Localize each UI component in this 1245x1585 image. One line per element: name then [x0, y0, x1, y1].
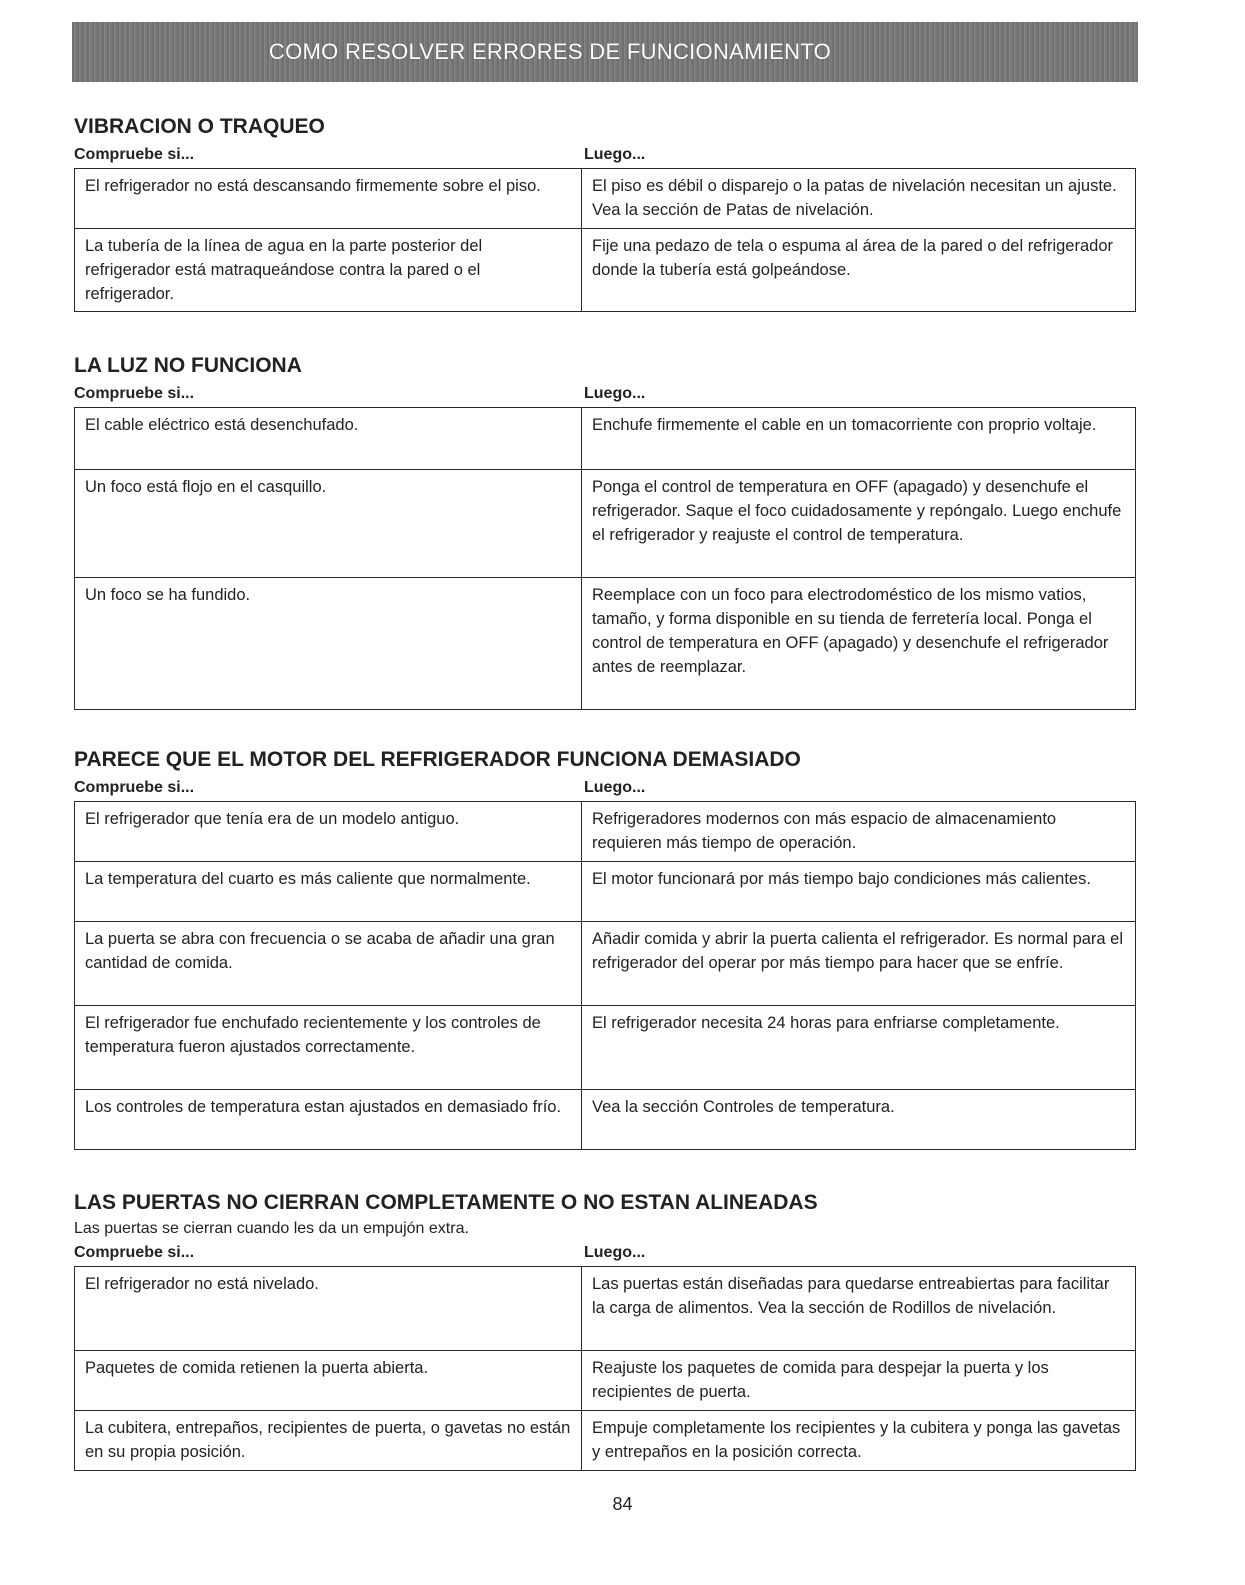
- troubleshoot-table: [74, 801, 1136, 1150]
- section-luz: [74, 351, 1136, 710]
- cell-then: Vea la sección Controles de temperatura.: [582, 1090, 1136, 1150]
- cell-check: El refrigerador fue enchufado recientemente y los controles de temperatura fueron ajustados correctamente.: [75, 1006, 582, 1090]
- cell-check: El refrigerador que tenía era de un modelo antiguo.: [75, 802, 582, 862]
- troubleshoot-table: [74, 407, 1136, 710]
- section-title: LAS PUERTAS NO CIERRAN COMPLETAMENTE O NO ESTAN ALINEADAS: [74, 1191, 818, 1214]
- section-motor: [74, 745, 1136, 1150]
- column-headers: [74, 1240, 1136, 1266]
- section-vibracion: [74, 112, 1136, 312]
- cell-then: Ponga el control de temperatura en OFF (apagado) y desenchufe el refrigerador. Saque el foco cuidadosamente y repóngalo. Luego enchufe el refrigerador y reajuste el control de temperatura.: [582, 470, 1136, 578]
- cell-check: El refrigerador no está descansando firmemente sobre el piso.: [75, 169, 582, 229]
- cell-check: Un foco está flojo en el casquillo.: [75, 470, 582, 578]
- column-headers: [74, 775, 1136, 801]
- column-headers: [74, 142, 1136, 168]
- table-row: [75, 578, 1136, 710]
- cell-then: El piso es débil o disparejo o la patas de nivelación necesitan un ajuste. Vea la sección de Patas de nivelación.: [582, 169, 1136, 229]
- table-row: [75, 408, 1136, 470]
- cell-then: Las puertas están diseñadas para quedarse entreabiertas para facilitar la carga de alimentos. Vea la sección de Rodillos de nivelación.: [582, 1267, 1136, 1351]
- column-header-then: Luego...: [584, 146, 646, 163]
- cell-then: Reemplace con un foco para electrodoméstico de los mismo vatios, tamaño, y forma disponible en su tienda de ferretería local. Ponga el control de temperatura en OFF (apagado) y desenchufe el refrigerador antes de reemplazar.: [582, 578, 1136, 710]
- cell-then: El refrigerador necesita 24 horas para enfriarse completamente.: [582, 1006, 1136, 1090]
- cell-check: Los controles de temperatura estan ajustados en demasiado frío.: [75, 1090, 582, 1150]
- cell-check: La puerta se abra con frecuencia o se acaba de añadir una gran cantidad de comida.: [75, 922, 582, 1006]
- cell-then: Enchufe firmemente el cable en un tomacorriente con proprio voltaje.: [582, 408, 1136, 470]
- table-row: [75, 1411, 1136, 1471]
- table-row: [75, 1006, 1136, 1090]
- cell-check: Un foco se ha fundido.: [75, 578, 582, 710]
- troubleshoot-table: [74, 1266, 1136, 1471]
- table-row: [75, 470, 1136, 578]
- section-puertas: [74, 1188, 1136, 1471]
- column-header-check: Compruebe si...: [74, 146, 195, 163]
- table-row: [75, 1267, 1136, 1351]
- column-header-check: Compruebe si...: [74, 1244, 195, 1261]
- cell-check: El cable eléctrico está desenchufado.: [75, 408, 582, 470]
- section-title: PARECE QUE EL MOTOR DEL REFRIGERADOR FUNCIONA DEMASIADO: [74, 748, 801, 771]
- section-note: Las puertas se cierran cuando les da un empujón extra.: [74, 1220, 469, 1237]
- cell-then: Fije una pedazo de tela o espuma al área de la pared o del refrigerador donde la tubería está golpeándose.: [582, 229, 1136, 312]
- cell-check: La tubería de la línea de agua en la parte posterior del refrigerador está matraqueándose contra la pared o el refrigerador.: [75, 229, 582, 312]
- column-headers: [74, 381, 1136, 407]
- cell-then: Añadir comida y abrir la puerta calienta el refrigerador. Es normal para el refrigerador del operar por más tiempo para hacer que se enfríe.: [582, 922, 1136, 1006]
- section-title: VIBRACION O TRAQUEO: [74, 115, 325, 138]
- cell-check: Paquetes de comida retienen la puerta abierta.: [75, 1351, 582, 1411]
- column-header-check: Compruebe si...: [74, 385, 195, 402]
- cell-then: Refrigeradores modernos con más espacio de almacenamiento requieren más tiempo de operación.: [582, 802, 1136, 862]
- cell-check: La temperatura del cuarto es más caliente que normalmente.: [75, 862, 582, 922]
- troubleshoot-table: [74, 168, 1136, 312]
- column-header-check: Compruebe si...: [74, 779, 195, 796]
- page-banner: [72, 22, 1138, 82]
- table-row: [75, 802, 1136, 862]
- table-row: [75, 1090, 1136, 1150]
- table-row: [75, 229, 1136, 312]
- table-row: [75, 922, 1136, 1006]
- cell-check: La cubitera, entrepaños, recipientes de puerta, o gavetas no están en su propia posición.: [75, 1411, 582, 1471]
- banner-title: COMO RESOLVER ERRORES DE FUNCIONAMIENTO: [268, 39, 832, 64]
- table-row: [75, 1351, 1136, 1411]
- cell-then: Reajuste los paquetes de comida para despejar la puerta y los recipientes de puerta.: [582, 1351, 1136, 1411]
- cell-check: El refrigerador no está nivelado.: [75, 1267, 582, 1351]
- column-header-then: Luego...: [584, 779, 646, 796]
- column-header-then: Luego...: [584, 1244, 646, 1261]
- cell-then: El motor funcionará por más tiempo bajo condiciones más calientes.: [582, 862, 1136, 922]
- cell-then: Empuje completamente los recipientes y la cubitera y ponga las gavetas y entrepaños en la posición correcta.: [582, 1411, 1136, 1471]
- page-number: 84: [612, 1494, 633, 1514]
- table-row: [75, 169, 1136, 229]
- table-row: [75, 862, 1136, 922]
- section-title: LA LUZ NO FUNCIONA: [74, 354, 302, 377]
- column-header-then: Luego...: [584, 385, 646, 402]
